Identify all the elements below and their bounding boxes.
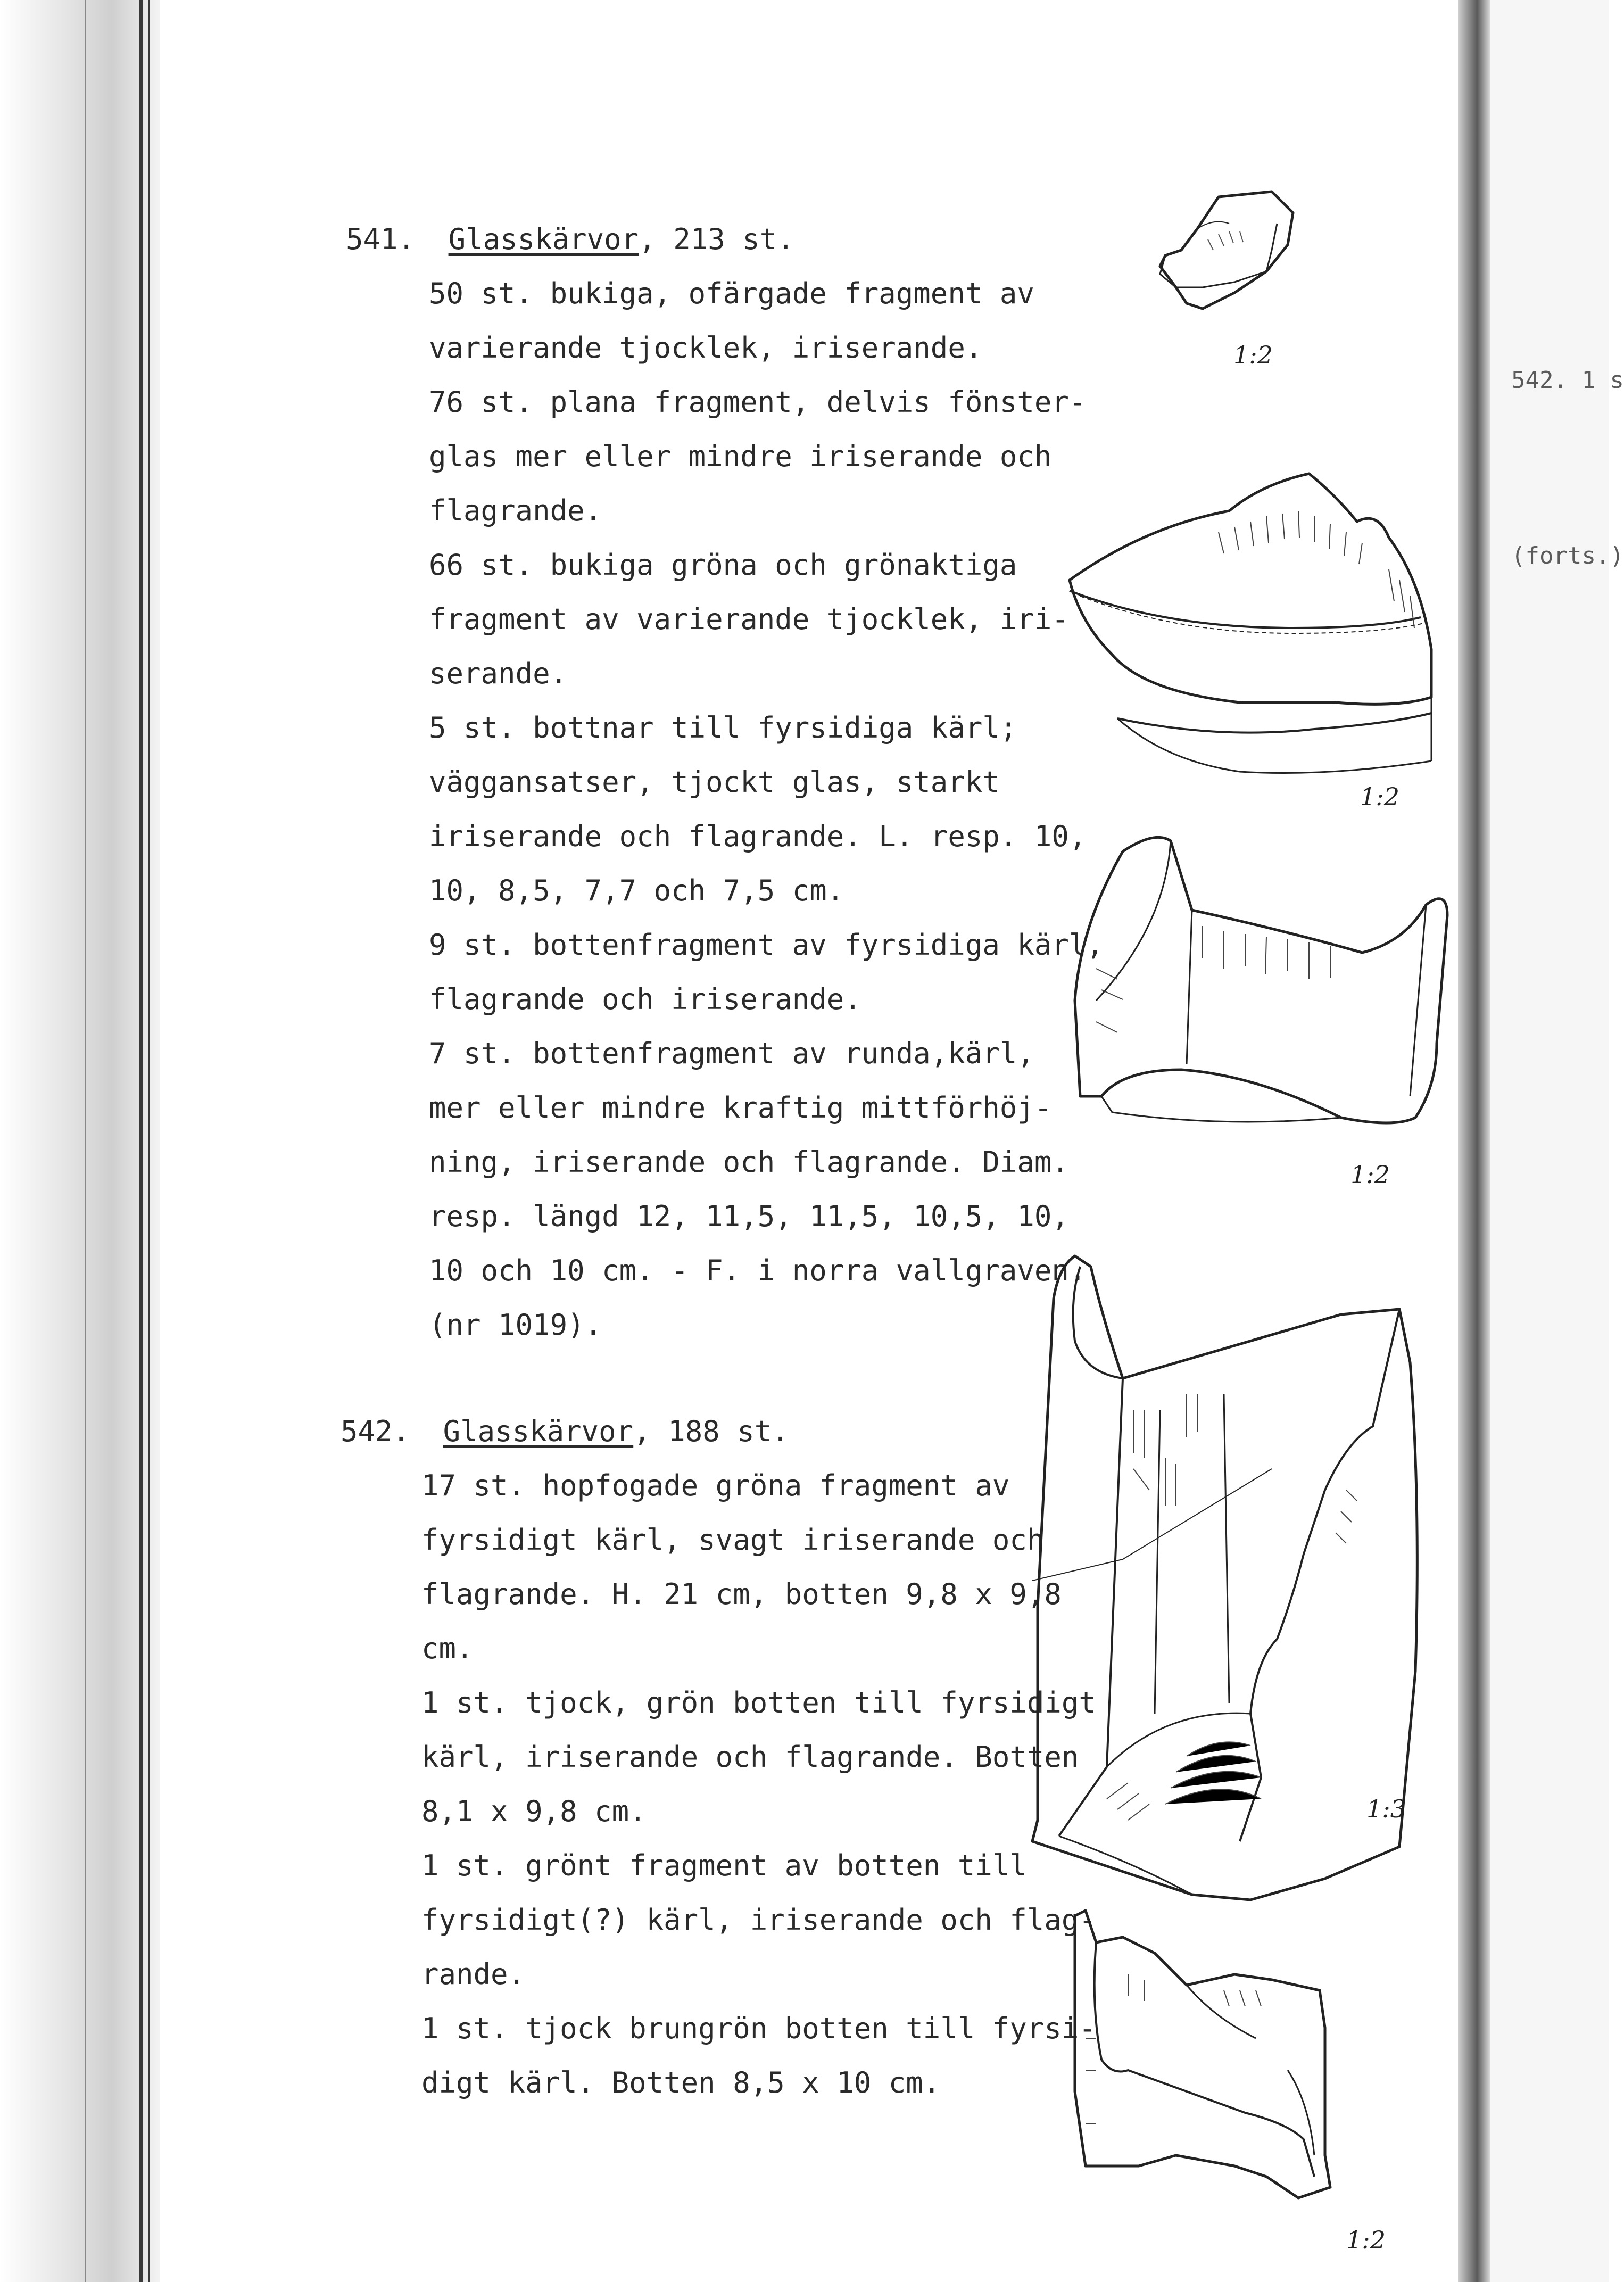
page-edge-shadow: [1458, 0, 1490, 2282]
text-line: 7 st. bottenfragment av runda,kärl,: [429, 1037, 1034, 1070]
text-line: 9 st. bottenfragment av fyrsidiga kärl,: [429, 928, 1104, 962]
entry-number: 542.: [341, 1415, 410, 1448]
text-line: serande.: [429, 657, 568, 690]
entry-542-heading: [341, 1415, 789, 1448]
text-line: 17 st. hopfogade gröna fragment av: [421, 1469, 1010, 1502]
text-line: 1 st. tjock, grön botten till fyrsidigt: [421, 1686, 1096, 1719]
text-line: fragment av varierande tjocklek, iri-: [429, 602, 1069, 636]
text-line: 76 st. plana fragment, delvis fönster-: [429, 385, 1087, 419]
glass-fragment-drawing-2: [1059, 463, 1453, 793]
entry-title: Glasskärvor: [443, 1415, 634, 1448]
entry-title: Glasskärvor: [448, 222, 639, 256]
text-line: (nr 1019).: [429, 1308, 602, 1342]
text-line: 50 st. bukiga, ofärgade fragment av: [429, 277, 1034, 310]
binding-line: [85, 0, 86, 2282]
entry-count: , 213 st.: [639, 222, 794, 256]
next-page-text: [1511, 234, 1624, 644]
text-line: mer eller mindre kraftig mittförhöj-: [429, 1091, 1052, 1125]
scale-label: 1:2: [1233, 341, 1273, 369]
glass-fragment-drawing-5: [1064, 1900, 1352, 2230]
entry-count: , 188 st.: [633, 1415, 789, 1448]
binding-line: [148, 0, 150, 2282]
text-line: rande.: [421, 1957, 526, 1991]
text-line: 10, 8,5, 7,7 och 7,5 cm.: [429, 874, 844, 907]
entry-541-heading: [346, 222, 794, 256]
glass-fragment-drawing-1: [1144, 181, 1314, 351]
page-binding-gutter: [0, 0, 160, 2282]
text-line: flagrande. H. 21 cm, botten 9,8 x 9,8: [421, 1577, 1062, 1611]
text-line: iriserande och flagrande. L. resp. 10,: [429, 820, 1087, 853]
text-line: flagrande.: [429, 494, 602, 527]
binding-line: [139, 0, 143, 2282]
text-line: 10 och 10 cm. - F. i norra vallgraven.: [429, 1254, 1087, 1287]
text-line: resp. längd 12, 11,5, 11,5, 10,5, 10,: [429, 1200, 1069, 1233]
scale-label: 1:2: [1360, 782, 1400, 811]
text-line: väggansatser, tjockt glas, starkt: [429, 765, 1000, 799]
next-page-subheader: (forts.): [1511, 542, 1624, 569]
glass-fragment-drawing-3: [1064, 820, 1458, 1150]
text-line: varierande tjocklek, iriserande.: [429, 331, 983, 365]
text-line: 66 st. bukiga gröna och grönaktiga: [429, 548, 1017, 582]
text-line: digt kärl. Botten 8,5 x 10 cm.: [421, 2066, 941, 2099]
text-line: 1 st. grönt fragment av botten till: [421, 1849, 1027, 1882]
scale-label: 1:3: [1366, 1795, 1406, 1823]
entry-number: 541.: [346, 222, 416, 256]
text-line: flagrande och iriserande.: [429, 982, 861, 1016]
text-line: fyrsidigt(?) kärl, iriserande och flag-: [421, 1903, 1096, 1937]
text-line: cm.: [421, 1632, 474, 1665]
text-line: ning, iriserande och flagrande. Diam.: [429, 1145, 1069, 1179]
text-line: 1 st. tjock brungrön botten till fyrsi-: [421, 2012, 1096, 2045]
text-line: fyrsidigt kärl, svagt iriserande och: [421, 1523, 1045, 1557]
text-line: 8,1 x 9,8 cm.: [421, 1795, 647, 1828]
text-line: kärl, iriserande och flagrande. Botten: [421, 1740, 1079, 1774]
text-line: glas mer eller mindre iriserande och: [429, 440, 1052, 473]
next-page-header: 542. 1 s: [1511, 367, 1624, 394]
scale-label: 1:2: [1346, 2226, 1386, 2254]
text-line: 5 st. bottnar till fyrsidiga kärl;: [429, 711, 1017, 745]
scale-label: 1:2: [1350, 1160, 1390, 1189]
